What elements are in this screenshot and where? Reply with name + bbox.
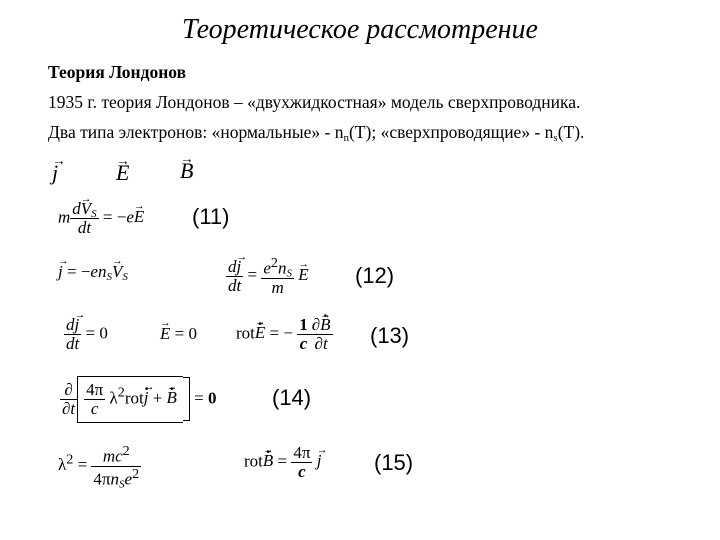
equation-number-15: (15)	[374, 450, 414, 475]
heading: Теория Лондонов	[48, 62, 187, 82]
equation-14: $\frac{\partial}{\partial t}$ $\frac{4\pi}{c}$ $\lambda^2rot\cdot \to j$ + · → B = 0	[60, 376, 217, 423]
equation-number-13: (13)	[370, 323, 410, 348]
text-line-2-part1: Два типа электронов: «нормальные» - n	[48, 122, 344, 142]
subscript-s: s	[553, 132, 558, 144]
equation-number-11: (11)	[192, 204, 230, 229]
equation-11: m $\frac{d\to V_S}{dt}$ = −e→ E	[58, 200, 144, 237]
text-line-2	[48, 122, 584, 143]
text-line-1: 1935 г. теория Лондонов – «двухжидкостная» модель сверхпроводника.	[48, 92, 581, 112]
subscript-n: n	[343, 132, 349, 144]
equation-13c: rot· → E = − $\frac{1}{c}$ $\frac{\partial\cdot \to B}{\partial t}$	[236, 316, 333, 353]
equation-15a: $\lambda^2$ = $\frac{mc^2}{4\pi n_Se^2}$	[58, 443, 140, 491]
equation-15b: rot· → B = $\frac{4\pi}{c}$ → j	[244, 444, 321, 481]
equation-13b: → E = 0	[160, 324, 197, 344]
vector-j: → j	[52, 160, 58, 186]
equation-12a: → $j = -en_S\to V_S$	[58, 262, 128, 282]
equation-number-12: (12)	[355, 263, 395, 288]
vector-B: → B	[180, 158, 193, 184]
equation-number-14: (14)	[272, 385, 312, 410]
equation-12b: $\frac{d\to j}{dt}$ = $\frac{e^2n_S}{m}$ → E	[226, 256, 309, 296]
equation-13a: $\frac{d\to j}{dt}$ = 0	[64, 316, 108, 353]
text-line-2-part2: (T); «сверхпроводящие» - n	[348, 122, 554, 142]
page-title: Теоретическое рассмотрение	[182, 14, 538, 45]
text-line-2-part3: (T).	[557, 122, 585, 142]
vector-E: → E	[116, 160, 129, 186]
